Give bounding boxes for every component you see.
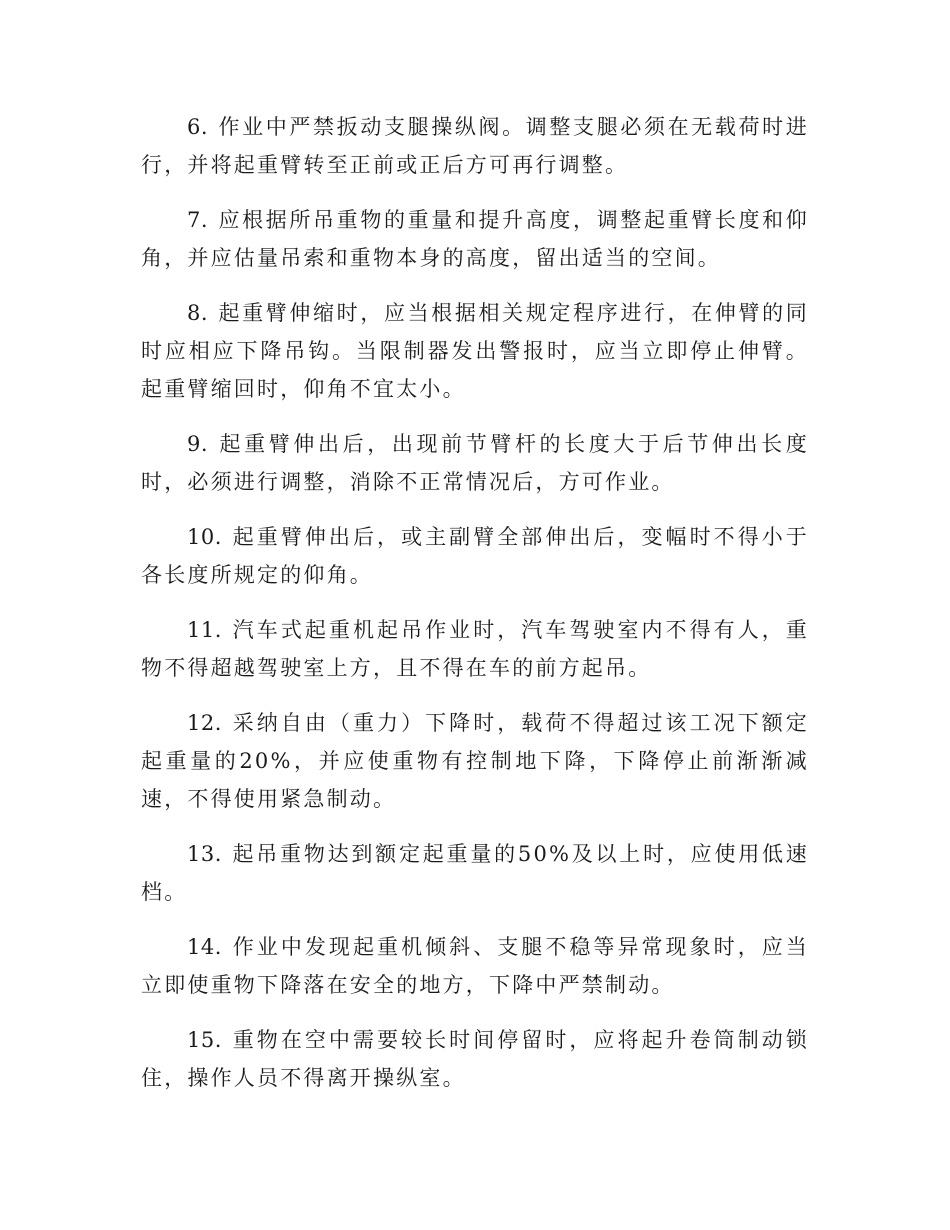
paragraph-number: 14. <box>187 935 222 959</box>
paragraph-8 <box>141 294 809 408</box>
paragraph-number: 11. <box>187 618 222 642</box>
paragraph-text: 重物在空中需要较长时间停留时，应将起升卷筒制动锁住，操作人员不得离开操纵室。 <box>141 1028 809 1090</box>
paragraph-13 <box>141 835 809 911</box>
paragraph-number: 15. <box>187 1028 222 1052</box>
paragraph-12 <box>141 704 809 818</box>
paragraph-text: 起重臂伸出后，或主副臂全部伸出后，变幅时不得小于各长度所规定的仰角。 <box>141 525 809 587</box>
paragraph-10 <box>141 518 809 594</box>
paragraph-number: 8. <box>187 301 209 325</box>
paragraph-text: 汽车式起重机起吊作业时，汽车驾驶室内不得有人，重物不得超越驾驶室上方，且不得在车的前方起吊。 <box>141 618 809 680</box>
paragraph-11 <box>141 611 809 687</box>
paragraph-text: 采纳自由（重力）下降时，载荷不得超过该工况下额定起重量的20%，并应使重物有控制地下降，下降停止前渐渐减速，不得使用紧急制动。 <box>141 711 809 811</box>
paragraph-text: 起重臂伸缩时，应当根据相关规定程序进行，在伸臂的同时应相应下降吊钩。当限制器发出警报时，应当立即停止伸臂。起重臂缩回时，仰角不宜太小。 <box>141 301 809 401</box>
paragraph-number: 7. <box>187 208 209 232</box>
paragraph-text: 作业中发现起重机倾斜、支腿不稳等异常现象时，应当立即使重物下降落在安全的地方，下降中严禁制动。 <box>141 935 809 997</box>
paragraph-number: 9. <box>187 432 209 456</box>
paragraph-7 <box>141 201 809 277</box>
paragraph-6 <box>141 108 809 184</box>
paragraph-text: 起吊重物达到额定起重量的50%及以上时，应使用低速档。 <box>141 842 809 904</box>
paragraph-15 <box>141 1021 809 1097</box>
paragraph-9 <box>141 425 809 501</box>
paragraph-number: 10. <box>187 525 222 549</box>
paragraph-text: 作业中严禁扳动支腿操纵阀。调整支腿必须在无载荷时进行，并将起重臂转至正前或正后方可再行调整。 <box>141 115 809 177</box>
document-body <box>141 108 809 1114</box>
paragraph-number: 13. <box>187 842 222 866</box>
paragraph-number: 6. <box>187 115 209 139</box>
paragraph-text: 起重臂伸出后，出现前节臂杆的长度大于后节伸出长度时，必须进行调整，消除不正常情况后，方可作业。 <box>141 432 809 494</box>
paragraph-number: 12. <box>187 711 222 735</box>
paragraph-text: 应根据所吊重物的重量和提升高度，调整起重臂长度和仰角，并应估量吊索和重物本身的高度，留出适当的空间。 <box>141 208 809 270</box>
paragraph-14 <box>141 928 809 1004</box>
